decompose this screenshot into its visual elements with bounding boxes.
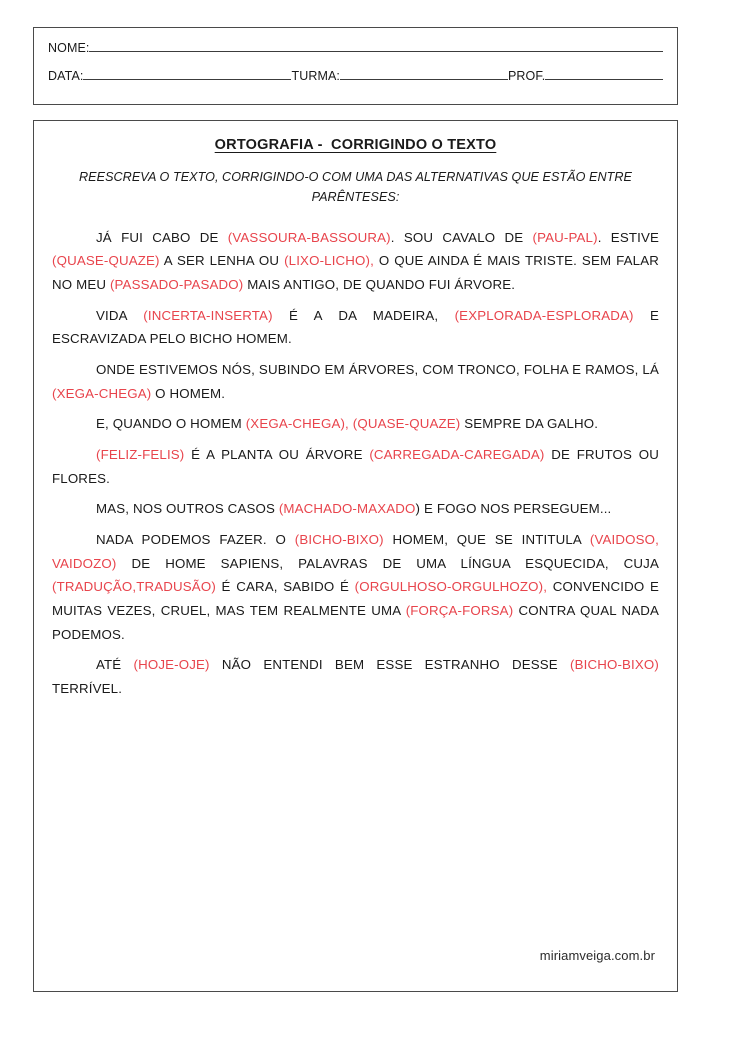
text-paragraph: [52, 304, 659, 351]
instruction-text: REESCREVA O TEXTO, CORRIGINDO-O COM UMA DAS ALTERNATIVAS QUE ESTÃO ENTRE PARÊNTESES:: [79, 170, 632, 205]
body-text-run: O QUE AINDA É MAIS TRISTE. SEM FALAR NO MEU: [52, 253, 659, 293]
spelling-alternative: (PAU-PAL): [532, 229, 598, 245]
spelling-alternative: (HOJE-OJE): [133, 657, 210, 673]
nome-field-row: [48, 40, 663, 55]
source-credit: miriamveiga.com.br: [539, 948, 655, 963]
body-text-run: MAS, NOS OUTROS CASOS: [96, 501, 279, 517]
body-text-run: . SOU CAVALO DE: [390, 229, 533, 245]
data-input-line[interactable]: [83, 68, 291, 80]
turma-input-line[interactable]: [340, 68, 508, 80]
text-paragraph: [52, 412, 659, 436]
body-text-run: ) E FOGO NOS PERSEGUEM...: [415, 501, 612, 517]
student-info-box: [33, 27, 678, 105]
spelling-alternative: (BICHO-BIXO): [294, 532, 384, 547]
body-text-run: CONVENCIDO E MUITAS VEZES, CRUEL, MAS TEM REALMENTE UMA: [52, 579, 659, 618]
turma-label: TURMA:: [291, 69, 340, 83]
spelling-alternative: (VAIDOSO, VAIDOZO): [52, 532, 659, 571]
body-text-run: O HOMEM.: [151, 385, 226, 401]
spelling-alternative: (FELIZ-FELIS): [96, 447, 185, 463]
exercise-text-body: [52, 226, 659, 701]
text-paragraph: [52, 497, 659, 521]
spelling-alternative: (BICHO-BIXO): [570, 657, 659, 673]
body-text-run: NADA PODEMOS FAZER. O: [96, 532, 295, 547]
page-title: ORTOGRAFIA - CORRIGINDO O TEXTO: [214, 137, 497, 153]
body-text-run: E ESCRAVIZADA PELO BICHO HOMEM.: [52, 307, 659, 347]
body-text-run: TERRÍVEL.: [52, 680, 123, 696]
spelling-alternative: (LIXO-LICHO),: [284, 253, 374, 269]
nome-input-line[interactable]: [89, 40, 663, 52]
spelling-alternative: (QUASE-QUAZE): [52, 253, 160, 269]
spelling-alternative: (TRADUÇÃO,TRADUSÃO): [52, 579, 216, 595]
prof-label: PROF.: [507, 69, 546, 83]
body-text-run: HOMEM, QUE SE INTITULA: [383, 532, 590, 547]
body-text-run: . ESTIVE: [597, 229, 659, 245]
spelling-alternative: (VASSOURA-BASSOURA): [227, 229, 391, 245]
body-text-run: JÁ FUI CABO DE: [96, 229, 228, 245]
body-text-run: DE FRUTOS OU FLORES.: [52, 447, 660, 486]
spelling-alternative: (CARREGADA-CAREGADA): [369, 447, 545, 463]
nome-label: NOME:: [48, 41, 90, 55]
text-paragraph: [52, 528, 659, 646]
body-text-run: MAIS ANTIGO, DE QUANDO FUI ÁRVORE.: [243, 277, 516, 293]
body-text-run: E, QUANDO O HOMEM: [96, 416, 246, 432]
prof-input-line[interactable]: [545, 68, 663, 80]
data-turma-prof-field-row: [48, 68, 663, 83]
spelling-alternative: (XEGA-CHEGA): [52, 385, 152, 401]
spelling-alternative: (XEGA-CHEGA),: [245, 416, 349, 432]
body-text-run: CONTRA QUAL NADA PODEMOS.: [52, 602, 659, 642]
exercise-box: [33, 120, 678, 992]
text-paragraph: [52, 653, 659, 700]
spelling-alternative: (MACHADO-MAXADO: [278, 501, 416, 517]
body-text-run: NÃO ENTENDI BEM ESSE ESTRANHO DESSE: [209, 657, 571, 673]
body-text-run: VIDA: [96, 307, 144, 323]
spelling-alternative: (EXPLORADA-ESPLORADA): [454, 307, 634, 323]
text-paragraph: [52, 226, 659, 297]
spelling-alternative: (FORÇA-FORSA): [405, 602, 514, 618]
spelling-alternative: (ORGULHOSO-ORGULHOZO),: [354, 579, 548, 595]
body-text-run: É A DA MADEIRA,: [272, 307, 455, 323]
body-text-run: É CARA, SABIDO É: [215, 579, 355, 595]
text-paragraph: [52, 443, 659, 490]
body-text-run: ATÉ: [96, 657, 134, 673]
text-paragraph: [52, 358, 659, 405]
spelling-alternative: (QUASE-QUAZE): [352, 416, 461, 432]
body-text-run: ONDE ESTIVEMOS NÓS, SUBINDO EM ÁRVORES, COM TRONCO, FOLHA E RAMOS, LÁ: [96, 362, 659, 378]
body-text-run: SEMPRE DA GALHO.: [460, 416, 599, 432]
body-text-run: É A PLANTA OU ÁRVORE: [184, 447, 370, 463]
spelling-alternative: (PASSADO-PASADO): [109, 277, 244, 293]
body-text-run: DE HOME SAPIENS, PALAVRAS DE UMA LÍNGUA ESQUECIDA, CUJA: [116, 555, 659, 571]
data-label: DATA:: [48, 69, 84, 83]
body-text-run: A SER LENHA OU: [159, 253, 285, 269]
spelling-alternative: (INCERTA-INSERTA): [143, 307, 273, 323]
